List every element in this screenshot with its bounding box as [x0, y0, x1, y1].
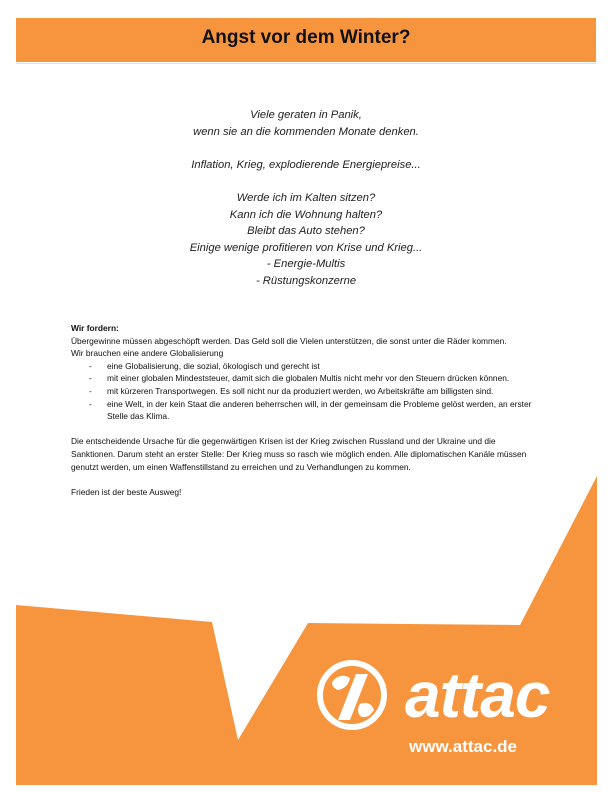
website-url[interactable]: www.attac.de — [409, 737, 518, 756]
attac-wordmark: attac — [405, 659, 550, 731]
attac-globe-logo-icon — [310, 658, 394, 732]
poem-line: Werde ich im Kalten sitzen? — [236, 191, 376, 204]
list-item-text: eine Globalisierung, die sozial, ökologisch und gerecht ist — [107, 360, 320, 371]
bullet-marker: - — [89, 373, 92, 384]
poem-line: Kann ich die Wohnung halten? — [229, 208, 383, 221]
poem-line: Einige wenige profitieren von Krise und Krieg... — [189, 241, 423, 254]
demand-text: Wir brauchen eine andere Globalisierung — [71, 348, 224, 359]
list-item-text: mit einer globalen Mindeststeuer, damit sich die globalen Multis nicht mehr vor den Steuern drücken können. — [107, 373, 510, 384]
poem-line: Bleibt das Auto stehen? — [247, 225, 365, 238]
bullet-marker: - — [89, 385, 92, 396]
poem-line: wenn sie an die kommenden Monate denken. — [193, 125, 419, 138]
bullet-marker: - — [89, 398, 92, 409]
list-item-text: eine Welt, in der kein Staat die anderen beherrschen will, in der gemeinsam die Probleme gelöst werden, an erster Stelle das Klima. — [107, 398, 532, 422]
closing-line: Frieden ist der beste Ausweg! — [71, 486, 182, 497]
demands-heading: Wir fordern: — [71, 323, 119, 333]
poem-line: - Rüstungskonzerne — [255, 274, 357, 287]
list-item-text: mit kürzeren Transportwegen. Es soll nicht nur da produziert werden, wo Arbeitskräfte am billigsten sind. — [107, 385, 494, 396]
bullet-marker: - — [89, 360, 92, 371]
page-title: Angst vor dem Winter? — [201, 27, 411, 48]
poem-line: - Energie-Multis — [266, 258, 346, 271]
poem-line: Inflation, Krieg, explodierende Energiepreise... — [191, 158, 421, 171]
demand-text: Übergewinne müssen abgeschöpft werden. Das Geld soll die Vielen unterstützen, die sonst unter die Räder kommen. — [71, 335, 507, 346]
poem-line: Viele geraten in Panik, — [250, 109, 362, 121]
cause-paragraph: Die entscheidende Ursache für die gegenwärtigen Krisen ist der Krieg zwischen Russland und der Ukraine und die Sanktionen. Darum steht an erster Stelle: Der Krieg muss so rasch wie möglich enden. Alle diplomatischen Kanäle müssen genutzt werden, um einen Waffenstillstand zu erreichen und zu Verhandlungen zu kommen. — [71, 436, 527, 472]
